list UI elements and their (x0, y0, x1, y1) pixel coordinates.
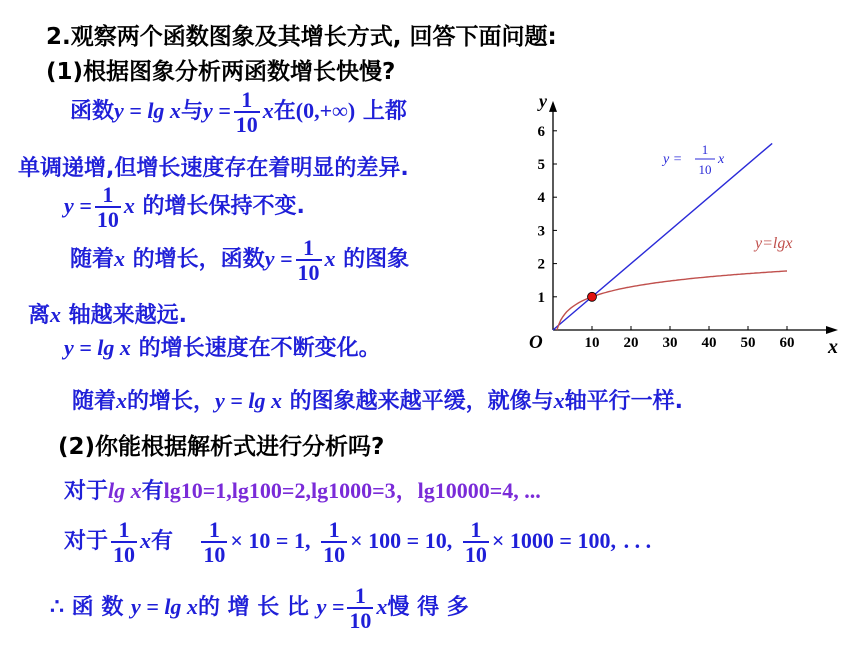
line-3: y = $\frac{1}{10}$ x 的增长保持不变. (64, 182, 305, 233)
series-label-linear-den: 10 (698, 162, 712, 177)
x-tick-label: 30 (662, 335, 678, 351)
fraction: $\frac{1}{10}$ (297, 235, 320, 286)
y-tick-label: 1 (537, 289, 545, 306)
fraction: $\frac{1}{10}$ (323, 517, 346, 568)
x-tick-label: 10 (584, 335, 600, 351)
line-9: 对于 $\frac{1}{10}$ x有 $\frac{1}{10}$ × 10 = 1, $\frac{1}{10}$ × 100 = 10, $\frac{1}{10}$ × 1000 = 100, . . . (64, 517, 652, 568)
question-2: (2)你能根据解析式进行分析吗? (58, 434, 385, 460)
line-8: 对于lg x有lg10=1,lg100=2,lg1000=3，lg10000=4, ... (64, 478, 541, 504)
fraction: $\frac{1}{10}$ (349, 583, 372, 634)
question-1: (1)根据图象分析两函数增长快慢? (46, 59, 396, 85)
series (553, 143, 787, 330)
line-6: y = lg x 的增长速度在不断变化。 (64, 335, 381, 361)
series-label-lg: y=lgx (755, 235, 793, 252)
x-tick-label: 20 (623, 335, 639, 351)
fraction: $\frac{1}{10}$ (113, 517, 136, 568)
y-tick-label: 4 (537, 190, 545, 207)
x-axis-arrow (826, 326, 838, 334)
line-5: 离x 轴越来越远. (28, 302, 188, 328)
fraction: $\frac{1}{10}$ (96, 182, 119, 233)
labels (529, 95, 838, 358)
y-tick-label: 5 (537, 157, 545, 173)
x-tick-label: 60 (779, 335, 795, 351)
fraction: $\frac{1}{10}$ (203, 517, 226, 568)
x-tick-label: 40 (701, 335, 717, 351)
line-4: 随着x 的增长，函数y = $\frac{1}{10}$ x 的图象 (70, 235, 410, 286)
function-graph (515, 95, 845, 360)
intersection-point (588, 292, 597, 301)
y-tick-label: 2 (537, 256, 545, 273)
y-tick-label: 6 (537, 123, 545, 140)
x-tick-label: 50 (740, 335, 756, 351)
fraction: $\frac{1}{10}$ (464, 517, 487, 568)
line-1: 函数y = lg x与y = $\frac{1}{10}$ x在(0,+∞) 上都 (70, 87, 407, 138)
linear-series (553, 143, 772, 330)
fraction: $\frac{1}{10}$ (235, 87, 258, 138)
y-tick-label: 3 (537, 223, 545, 240)
series-label-linear-num: 1 (701, 142, 709, 157)
y-axis-label: y (539, 95, 547, 111)
line-2: 单调递增,但增长速度存在着明显的差异. (18, 156, 409, 181)
origin-label: O (529, 332, 543, 353)
x-axis-label: x (828, 336, 838, 358)
series-label-linear-x: x (718, 152, 725, 167)
line-10: ∴ 函 数 y = lg x的 增 长 比 y = $\frac{1}{10}$ x慢 得 多 (50, 583, 469, 634)
y-axis-arrow (549, 101, 557, 112)
line-7: 随着x的增长，y = lg x 的图象越来越平缓，就像与x轴平行一样. (72, 388, 683, 414)
series-label-linear-yeq: y = (663, 152, 683, 167)
section-heading: 2.观察两个函数图象及其增长方式, 回答下面问题: (46, 24, 557, 50)
